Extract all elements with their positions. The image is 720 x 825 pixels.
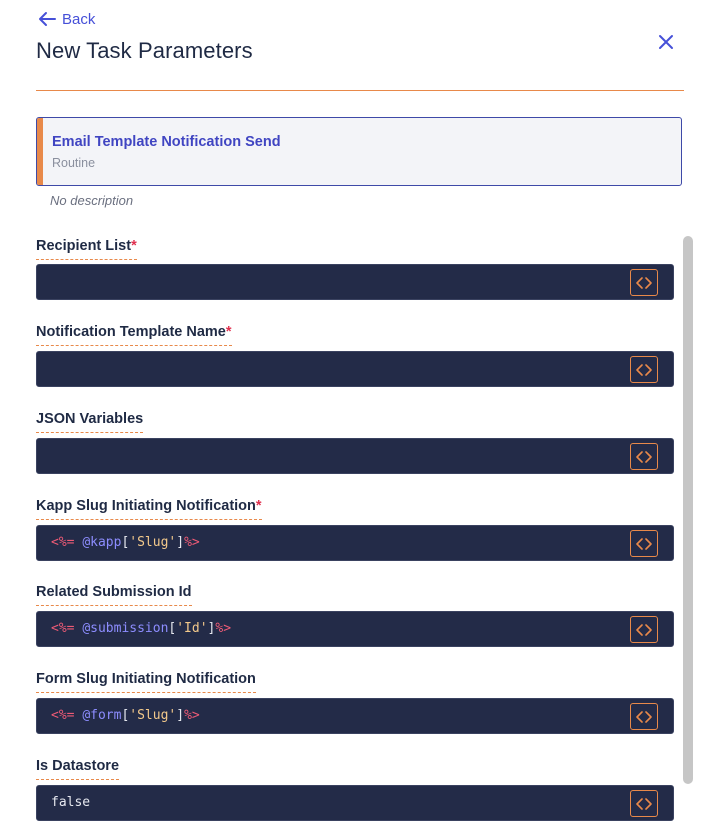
required-marker: * (131, 238, 137, 254)
erb-variable: @form (82, 708, 122, 723)
erb-bracket-open: [ (121, 708, 130, 723)
routine-description: No description (50, 193, 134, 208)
erb-variable: @submission (82, 621, 169, 636)
code-editor-button[interactable] (630, 443, 658, 470)
code-editor-button[interactable] (630, 703, 658, 730)
erb-bracket-open: [ (121, 535, 130, 550)
code-icon (636, 451, 652, 463)
routine-card-accent (37, 118, 43, 185)
code-editor-button[interactable] (630, 530, 658, 557)
arrow-left-icon (38, 11, 56, 27)
code-icon (636, 624, 652, 636)
code-editor-button[interactable] (630, 790, 658, 817)
parameter-value (51, 535, 200, 550)
parameter-label (36, 584, 192, 606)
erb-close-tag: %> (184, 708, 200, 723)
code-icon (636, 277, 652, 289)
erb-bracket-close: ] (176, 535, 185, 550)
close-button[interactable] (655, 31, 677, 53)
erb-close-tag: %> (215, 621, 232, 636)
code-icon (636, 711, 652, 723)
erb-bracket-open: [ (168, 621, 177, 636)
routine-type: Routine (52, 156, 96, 170)
parameter-input[interactable] (36, 611, 674, 647)
parameter-label-text: Kapp Slug Initiating Notification (36, 498, 256, 514)
header-divider (36, 90, 684, 91)
erb-open-tag: <%= (51, 535, 83, 550)
erb-variable: @kapp (82, 535, 122, 550)
parameter-label-text: Notification Template Name (36, 324, 226, 340)
erb-string: 'Slug' (129, 708, 177, 723)
close-icon (658, 34, 674, 50)
parameter-input[interactable] (36, 264, 674, 300)
erb-bracket-close: ] (176, 708, 185, 723)
parameter-label-text: Related Submission Id (36, 584, 192, 600)
plain-value: false (51, 795, 91, 810)
parameter-label-text: Is Datastore (36, 758, 120, 774)
parameter-input[interactable] (36, 698, 674, 734)
back-label: Back (62, 10, 96, 28)
required-marker: * (225, 324, 232, 340)
routine-card (36, 117, 682, 186)
code-icon (636, 798, 652, 810)
parameter-value (51, 621, 231, 636)
parameter-input[interactable] (36, 785, 674, 821)
parameter-label (36, 498, 262, 520)
parameter-label-text: Recipient List (36, 238, 132, 254)
parameter-input[interactable] (36, 351, 674, 387)
erb-open-tag: <%= (51, 708, 83, 723)
code-editor-button[interactable] (630, 356, 658, 383)
erb-string: 'Id' (176, 621, 208, 636)
parameter-input[interactable] (36, 525, 674, 561)
code-editor-button[interactable] (630, 616, 658, 643)
page-title: New Task Parameters (36, 38, 253, 63)
parameter-value (51, 795, 90, 810)
parameter-label (36, 411, 143, 433)
parameter-input[interactable] (36, 438, 674, 474)
routine-name: Email Template Notification Send (52, 134, 281, 150)
required-marker: * (255, 498, 262, 514)
erb-open-tag: <%= (51, 621, 83, 636)
parameter-label-text: JSON Variables (36, 411, 144, 427)
parameter-value (51, 708, 200, 723)
erb-string: 'Slug' (129, 535, 177, 550)
erb-bracket-close: ] (207, 621, 216, 636)
scrollbar-thumb[interactable] (683, 236, 693, 784)
back-link[interactable] (38, 9, 95, 29)
erb-close-tag: %> (184, 535, 200, 550)
parameter-label (36, 238, 137, 260)
code-icon (636, 364, 652, 376)
code-icon (636, 538, 652, 550)
parameter-label (36, 758, 119, 780)
parameter-label (36, 671, 256, 693)
parameter-label-text: Form Slug Initiating Notification (36, 671, 256, 687)
parameter-label (36, 324, 232, 346)
code-editor-button[interactable] (630, 269, 658, 296)
